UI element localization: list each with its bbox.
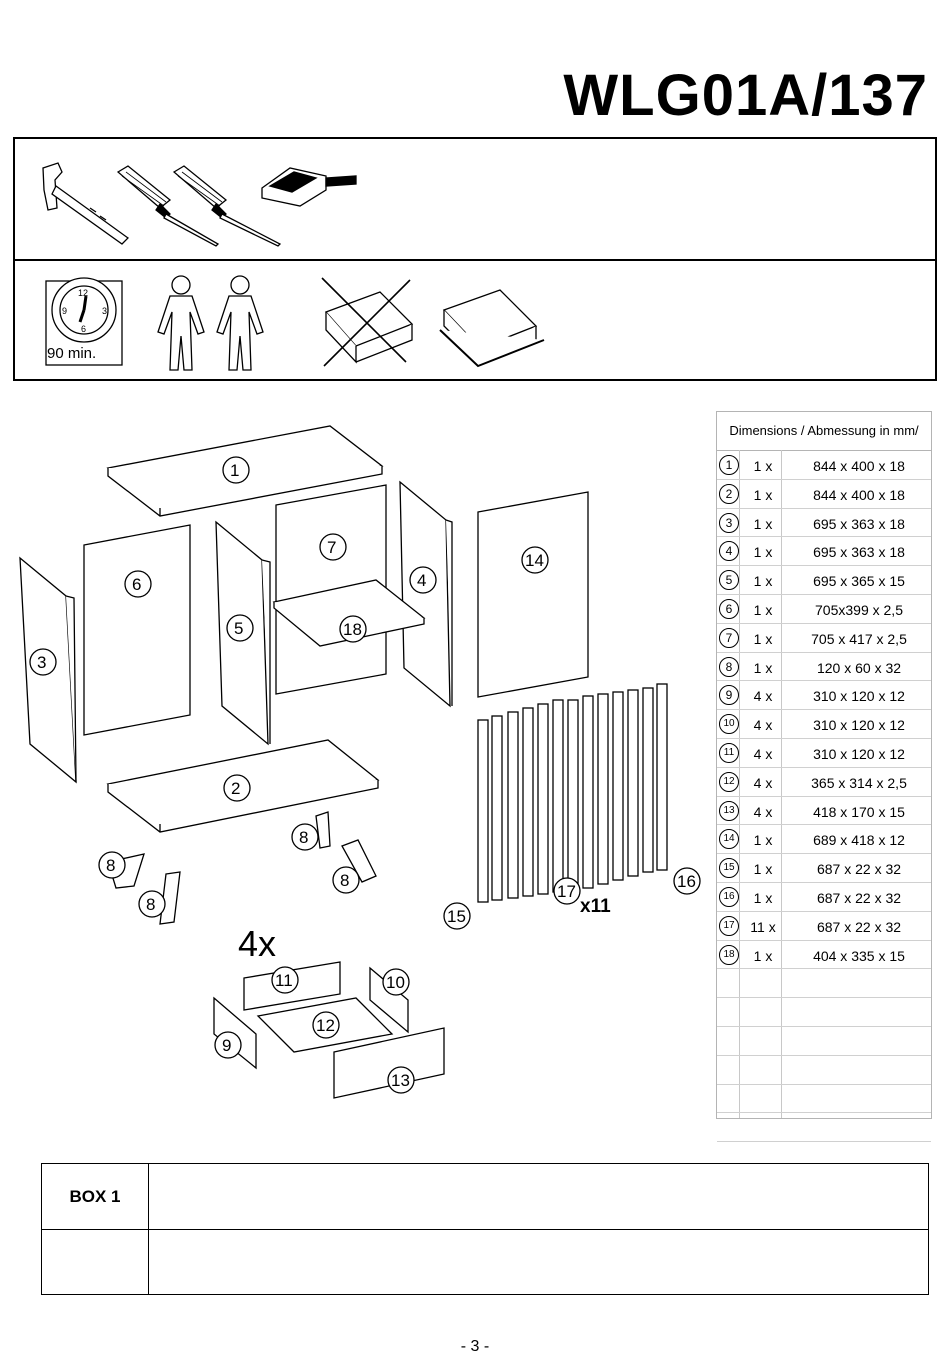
part-label-13 bbox=[388, 1067, 414, 1093]
svg-text:14: 14 bbox=[525, 551, 544, 570]
part-label-17 bbox=[554, 878, 580, 904]
part-quantity: 1 x bbox=[753, 889, 773, 906]
part-label-8d bbox=[139, 891, 165, 917]
dimension-row bbox=[717, 1113, 931, 1142]
part-number: 1 bbox=[719, 455, 739, 475]
part-size: 705 x 417 x 2,5 bbox=[811, 630, 907, 647]
svg-text:10: 10 bbox=[386, 973, 405, 992]
part-quantity: 1 x bbox=[753, 486, 773, 503]
part-number: 8 bbox=[719, 657, 739, 677]
part-label-9 bbox=[215, 1032, 241, 1058]
part-number: 15 bbox=[719, 858, 739, 878]
svg-text:11: 11 bbox=[275, 971, 293, 990]
panel-4-shape bbox=[400, 482, 450, 706]
svg-text:9: 9 bbox=[62, 306, 68, 316]
svg-text:8: 8 bbox=[299, 828, 309, 847]
svg-text:16: 16 bbox=[677, 872, 696, 891]
panel-14-shape bbox=[478, 492, 588, 697]
part-quantity: 1 x bbox=[753, 515, 773, 532]
dimension-row bbox=[717, 739, 931, 768]
part-quantity: 1 x bbox=[753, 601, 773, 618]
part-label-6 bbox=[125, 571, 151, 597]
part-size: 705x399 x 2,5 bbox=[815, 601, 903, 618]
part-number: 11 bbox=[719, 743, 739, 763]
part-size: 404 x 335 x 15 bbox=[813, 947, 905, 964]
part-label-11 bbox=[272, 967, 298, 993]
part-number: 4 bbox=[719, 541, 739, 561]
part-number: 18 bbox=[719, 945, 739, 965]
svg-text:1: 1 bbox=[230, 461, 240, 480]
phillips-screwdriver-icon bbox=[174, 166, 280, 246]
part-number: 17 bbox=[719, 916, 739, 936]
slats-shape bbox=[478, 684, 667, 902]
part-quantity: 1 x bbox=[753, 630, 773, 647]
part-size: 695 x 365 x 15 bbox=[813, 573, 905, 590]
svg-text:13: 13 bbox=[391, 1071, 410, 1090]
part-size: 687 x 22 x 32 bbox=[816, 861, 902, 878]
svg-text:3: 3 bbox=[37, 653, 47, 672]
dimensions-rows bbox=[717, 451, 931, 1142]
soft-surface-icon bbox=[440, 290, 544, 366]
flat-screwdriver-icon bbox=[118, 166, 218, 246]
dimension-row bbox=[717, 451, 931, 480]
part-size: 695 x 363 x 18 bbox=[813, 544, 905, 561]
part-size: 844 x 400 x 18 bbox=[813, 458, 905, 474]
svg-text:6: 6 bbox=[132, 575, 142, 594]
part-number: 5 bbox=[719, 570, 739, 590]
glue-tube-icon bbox=[262, 168, 356, 206]
part-number: 6 bbox=[719, 599, 739, 619]
part-label-18 bbox=[340, 616, 366, 642]
part-label-16 bbox=[674, 868, 700, 894]
dimension-row bbox=[717, 912, 931, 941]
dimension-row bbox=[717, 768, 931, 797]
svg-text:8: 8 bbox=[146, 895, 156, 914]
svg-text:2: 2 bbox=[231, 779, 241, 798]
dimension-row bbox=[717, 854, 931, 883]
part-number: 2 bbox=[719, 484, 739, 504]
tool-icons bbox=[0, 0, 950, 400]
dimension-row bbox=[717, 681, 931, 710]
part-label-10 bbox=[383, 969, 409, 995]
part-number: 16 bbox=[719, 887, 739, 907]
dimensions-header: Dimensions / Abmessung in mm/ bbox=[717, 412, 931, 451]
part-size: 689 x 418 x 12 bbox=[813, 832, 905, 849]
box-label: BOX 1 bbox=[69, 1187, 121, 1206]
panel-6-shape bbox=[84, 525, 190, 735]
part-number: 9 bbox=[719, 685, 739, 705]
svg-text:12: 12 bbox=[78, 288, 89, 298]
svg-text:17: 17 bbox=[557, 882, 576, 901]
dimension-row bbox=[717, 566, 931, 595]
svg-text:7: 7 bbox=[327, 538, 337, 557]
dimension-row bbox=[717, 1027, 931, 1056]
part-size: 695 x 363 x 18 bbox=[813, 515, 905, 532]
part-number: 3 bbox=[719, 513, 739, 533]
part-label-2 bbox=[224, 775, 250, 801]
part-label-5 bbox=[227, 615, 253, 641]
dimension-row bbox=[717, 710, 931, 739]
part-size: 310 x 120 x 12 bbox=[813, 688, 905, 705]
svg-text:3: 3 bbox=[102, 306, 108, 316]
part-label-12 bbox=[313, 1012, 339, 1038]
dimension-row bbox=[717, 509, 931, 538]
svg-text:9: 9 bbox=[222, 1036, 232, 1055]
dimension-row bbox=[717, 825, 931, 854]
part-size: 844 x 400 x 18 bbox=[813, 486, 905, 503]
part-label-8c bbox=[99, 852, 125, 878]
dimension-row bbox=[717, 480, 931, 509]
no-hard-surface-icon bbox=[322, 278, 412, 366]
part-size: 120 x 60 x 32 bbox=[816, 659, 902, 676]
part-quantity: 1 x bbox=[753, 861, 773, 878]
dimension-row bbox=[717, 941, 931, 970]
part-number: 14 bbox=[719, 829, 739, 849]
part-label-4 bbox=[410, 567, 436, 593]
svg-text:4: 4 bbox=[417, 571, 427, 590]
document-title: WLG01A/137 bbox=[563, 63, 928, 128]
svg-text:5: 5 bbox=[234, 619, 244, 638]
dimension-row bbox=[717, 969, 931, 998]
part-number: 13 bbox=[719, 801, 739, 821]
dimension-row bbox=[717, 537, 931, 566]
slat-count-label: x11 bbox=[580, 896, 611, 917]
dimensions-table bbox=[716, 411, 932, 1119]
dimension-row bbox=[717, 883, 931, 912]
part-size: 310 x 120 x 12 bbox=[813, 745, 905, 762]
box-table bbox=[41, 1163, 929, 1295]
hammer-icon bbox=[43, 163, 128, 244]
exploded-assembly-diagram bbox=[0, 400, 712, 1120]
svg-text:8: 8 bbox=[106, 856, 116, 875]
part-label-8b bbox=[333, 867, 359, 893]
part-quantity: 1 x bbox=[753, 458, 773, 474]
part-size: 687 x 22 x 32 bbox=[816, 889, 902, 906]
part-quantity: 1 x bbox=[753, 573, 773, 590]
part-size: 310 x 120 x 12 bbox=[813, 717, 905, 734]
part-label-1 bbox=[223, 457, 249, 483]
dimension-row bbox=[717, 998, 931, 1027]
dimension-row bbox=[717, 595, 931, 624]
svg-text:12: 12 bbox=[316, 1016, 335, 1035]
dimension-row bbox=[717, 624, 931, 653]
part-size: 365 x 314 x 2,5 bbox=[811, 774, 907, 791]
svg-text:8: 8 bbox=[340, 871, 350, 890]
part-label-14 bbox=[522, 547, 548, 573]
part-size: 687 x 22 x 32 bbox=[816, 918, 902, 935]
drawer-count-label: 4x bbox=[238, 923, 277, 964]
part-quantity: 11 x bbox=[750, 918, 776, 935]
part-label-8a bbox=[292, 824, 318, 850]
part-quantity: 1 x bbox=[753, 947, 773, 964]
part-quantity: 4 x bbox=[753, 717, 773, 734]
page-number: - 3 - bbox=[460, 1338, 490, 1355]
svg-text:6: 6 bbox=[81, 324, 87, 334]
dimension-row bbox=[717, 1056, 931, 1085]
part-quantity: 4 x bbox=[753, 774, 773, 791]
dimension-row bbox=[717, 653, 931, 682]
dimension-row bbox=[717, 1085, 931, 1114]
part-quantity: 4 x bbox=[753, 745, 773, 762]
part-quantity: 1 x bbox=[753, 832, 773, 849]
two-persons-icon bbox=[158, 276, 263, 370]
part-quantity: 1 x bbox=[753, 544, 773, 561]
part-label-3 bbox=[30, 649, 56, 675]
svg-text:15: 15 bbox=[447, 907, 466, 926]
part-number: 7 bbox=[719, 628, 739, 648]
assembly-time-label: 90 min. bbox=[47, 345, 97, 362]
foot-8c-shape bbox=[316, 812, 330, 848]
part-label-7 bbox=[320, 534, 346, 560]
part-number: 12 bbox=[719, 772, 739, 792]
part-size: 418 x 170 x 15 bbox=[813, 803, 905, 820]
svg-text:18: 18 bbox=[343, 620, 362, 639]
dimension-row bbox=[717, 797, 931, 826]
part-number: 10 bbox=[719, 714, 739, 734]
part-quantity: 4 x bbox=[753, 688, 773, 705]
part-quantity: 4 x bbox=[753, 803, 773, 820]
part-quantity: 1 x bbox=[753, 659, 773, 676]
part-label-15 bbox=[444, 903, 470, 929]
